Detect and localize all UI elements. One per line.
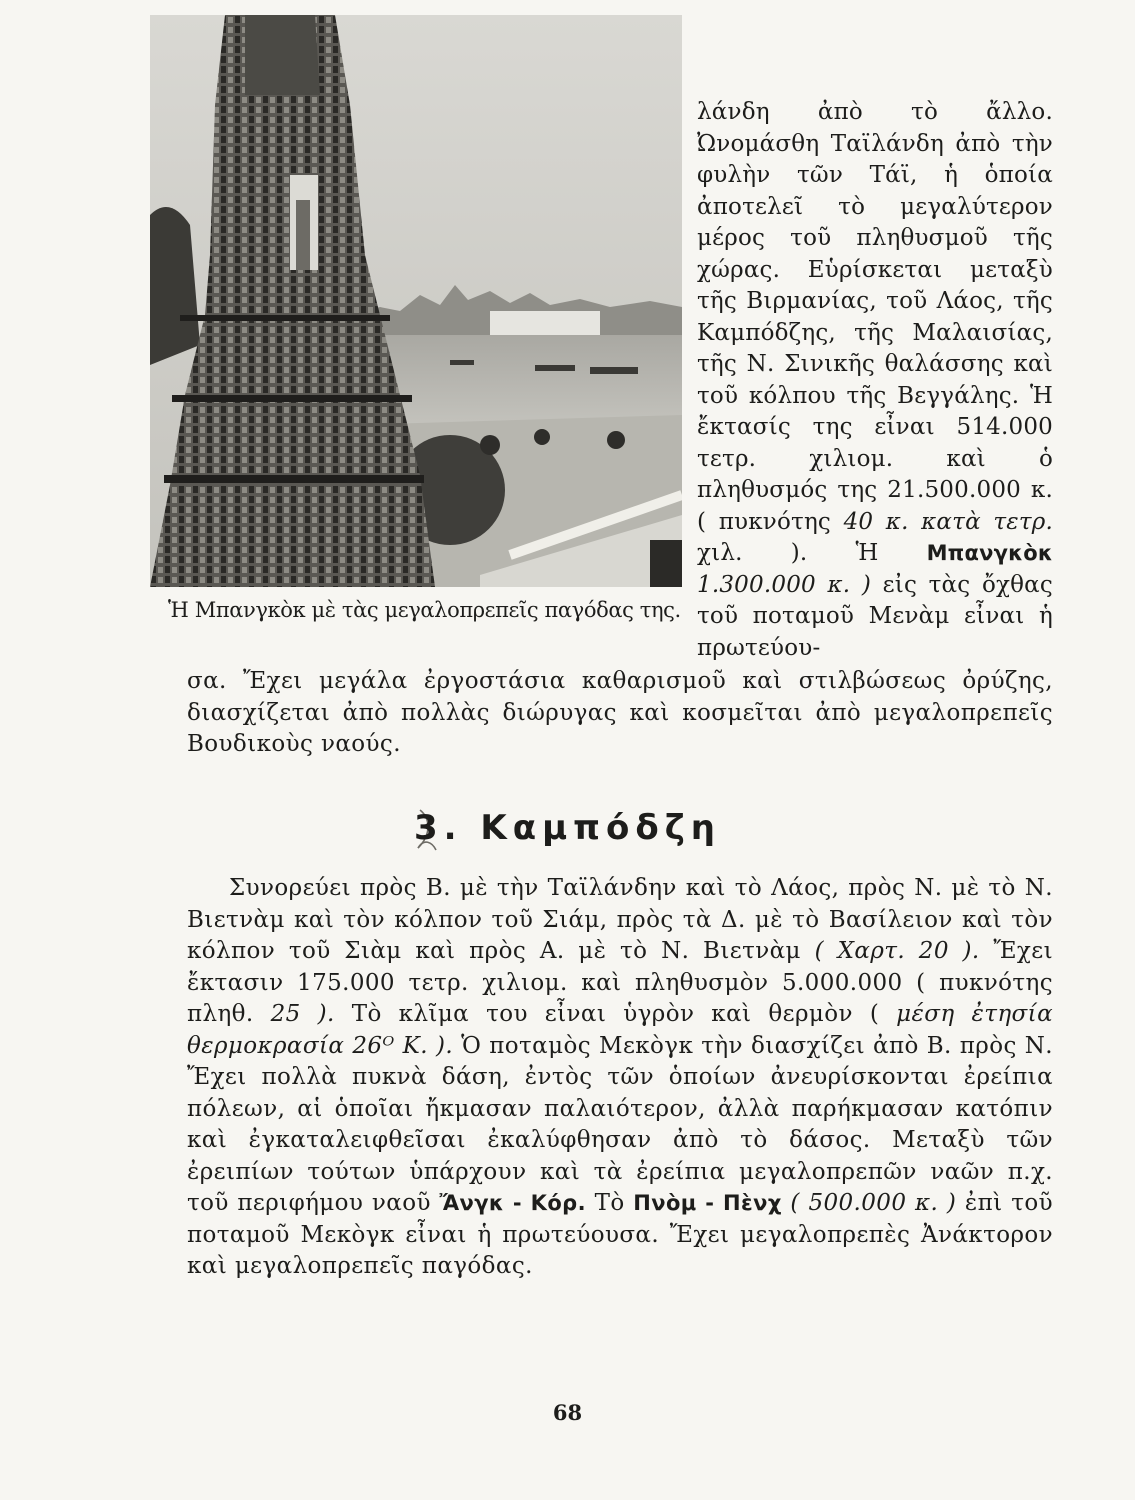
thailand-column-text [697, 97, 1053, 664]
cambodia-climate: Τὸ κλῖμα του εἶναι ὑγρὸν καὶ θερμὸν ( [334, 1001, 897, 1027]
map-reference: ( Χαρτ. 20 ). [814, 938, 980, 964]
thailand-description: λάνδη ἀπὸ τὸ ἄλλο. Ὠνομάσθη Ταϊλάνδη ἀπὸ τὴν φυλὴν τῶν Τάϊ, ἡ ὁποία ἀποτελεῖ τὸ μεγαλύτερον μέρος τοῦ πληθυσμοῦ τῆς χώρας. Εὑρίσκεται μεταξὺ τῆς Βιρμανίας, τοῦ Λάος, τῆς Καμπόδζης, τῆς Μαλαισίας, τῆς Ν. Σινικῆς θαλάσσης καὶ τοῦ κόλπου τῆς Βεγγάλης. Ἡ ἔκτασίς της εἶναι 514.000 τετρ. χιλιομ. καὶ ὁ πληθυσμός της 21.500.000 κ. ( πυκνότης [697, 99, 1053, 535]
photo-caption: Ἡ Μπανγκὸκ μὲ τὰς μεγαλοπρεπεῖς παγόδας της. [168, 598, 681, 622]
section-heading-cambodia: 3. Καμπόδζη [413, 808, 722, 848]
thailand-density: 40 κ. κατὰ τετρ. [843, 508, 1053, 535]
bangkok-population: 1.300.000 κ. ) [697, 571, 872, 598]
cambodia-body [187, 873, 1053, 1283]
cambodia-temperature: μέση ἐτησία θερμοκρασία 26ᴼ Κ. ). [187, 1001, 1054, 1059]
thailand-density-tail: χιλ. ). Ἡ [697, 540, 927, 566]
phnom-penh-population: ( 500.000 κ. ) [781, 1190, 957, 1216]
bangkok-pagoda-photo [150, 15, 682, 587]
cambodia-connector: Τὸ [585, 1190, 634, 1216]
page-number: 68 [552, 1400, 583, 1425]
cambodia-density: 25 ). [270, 1001, 335, 1027]
cambodia-ruins: Ὁ ποταμὸς Μεκὸγκ τὴν διασχίζει ἀπὸ Β. πρὸς Ν. Ἔχει πολλὰ πυκνὰ δάση, ἐντὸς τῶν ὁποίων ἀνευρίσκονται ἐρείπια πόλεων, αἱ ὁποῖαι ἤκμασαν παλαιότερον, ἀλλὰ παρήκμασαν κατόπιν καὶ ἐγκαταλειφθεῖσαι ἐκαλύφθησαν ἀπὸ τὸ δάσος. Μεταξὺ τῶν ἐρειπίων τούτων ὑπάρχουν καὶ τὰ ἐρείπια μεγαλοπρεπῶν ναῶν π.χ. τοῦ περιφήμου ναοῦ [187, 1032, 1053, 1216]
cambodia-capital-description: ἐπὶ τοῦ ποταμοῦ Μεκὸγκ εἶναι ἡ πρωτεύουσα. Ἔχει μεγαλοπρεπὲς Ἀνάκτορον καὶ μεγαλοπρεπεῖς παγόδας. [187, 1190, 1053, 1279]
bangkok-name: Μπανγκὸκ [926, 541, 1053, 565]
thailand-continuation [187, 666, 1053, 761]
cambodia-area-population: Ἔχει ἔκτασιν 175.000 τετρ. χιλιομ. καὶ πληθυσμὸν 5.000.000 ( πυκνότης πληθ. [187, 938, 1053, 1027]
cambodia-borders: Συνορεύει πρὸς Β. μὲ τὴν Ταϊλάνδην καὶ τὸ Λάος, πρὸς Ν. μὲ τὸ Ν. Βιετνὰμ καὶ τὸν κόλπον τοῦ Σιάμ, πρὸς τὰ Δ. μὲ τὸ Βασίλειον καὶ τὸν κόλπον τοῦ Σιὰμ καὶ πρὸς Α. μὲ τὸ Ν. Βιετνὰμ [187, 875, 1053, 964]
pagoda-river-image [150, 15, 682, 587]
phnom-penh-name: Πνὸμ - Πὲνχ [633, 1191, 782, 1215]
angkor-temple-name: Ἄνγκ - Κόρ. [439, 1191, 586, 1215]
bangkok-description: εἰς τὰς ὄχθας τοῦ ποταμοῦ Μενὰμ εἶναι ἡ πρωτεύου- [697, 571, 1053, 661]
thailand-continuation-text: σα. Ἔχει μεγάλα ἐργοστάσια καθαρισμοῦ καὶ στιλβώσεως ὀρύζης, διασχίζεται ἀπὸ πολλὰς διώρυγας καὶ κοσμεῖται ἀπὸ μεγαλοπρεπεῖς Βουδικοὺς ναούς. [187, 668, 1053, 757]
